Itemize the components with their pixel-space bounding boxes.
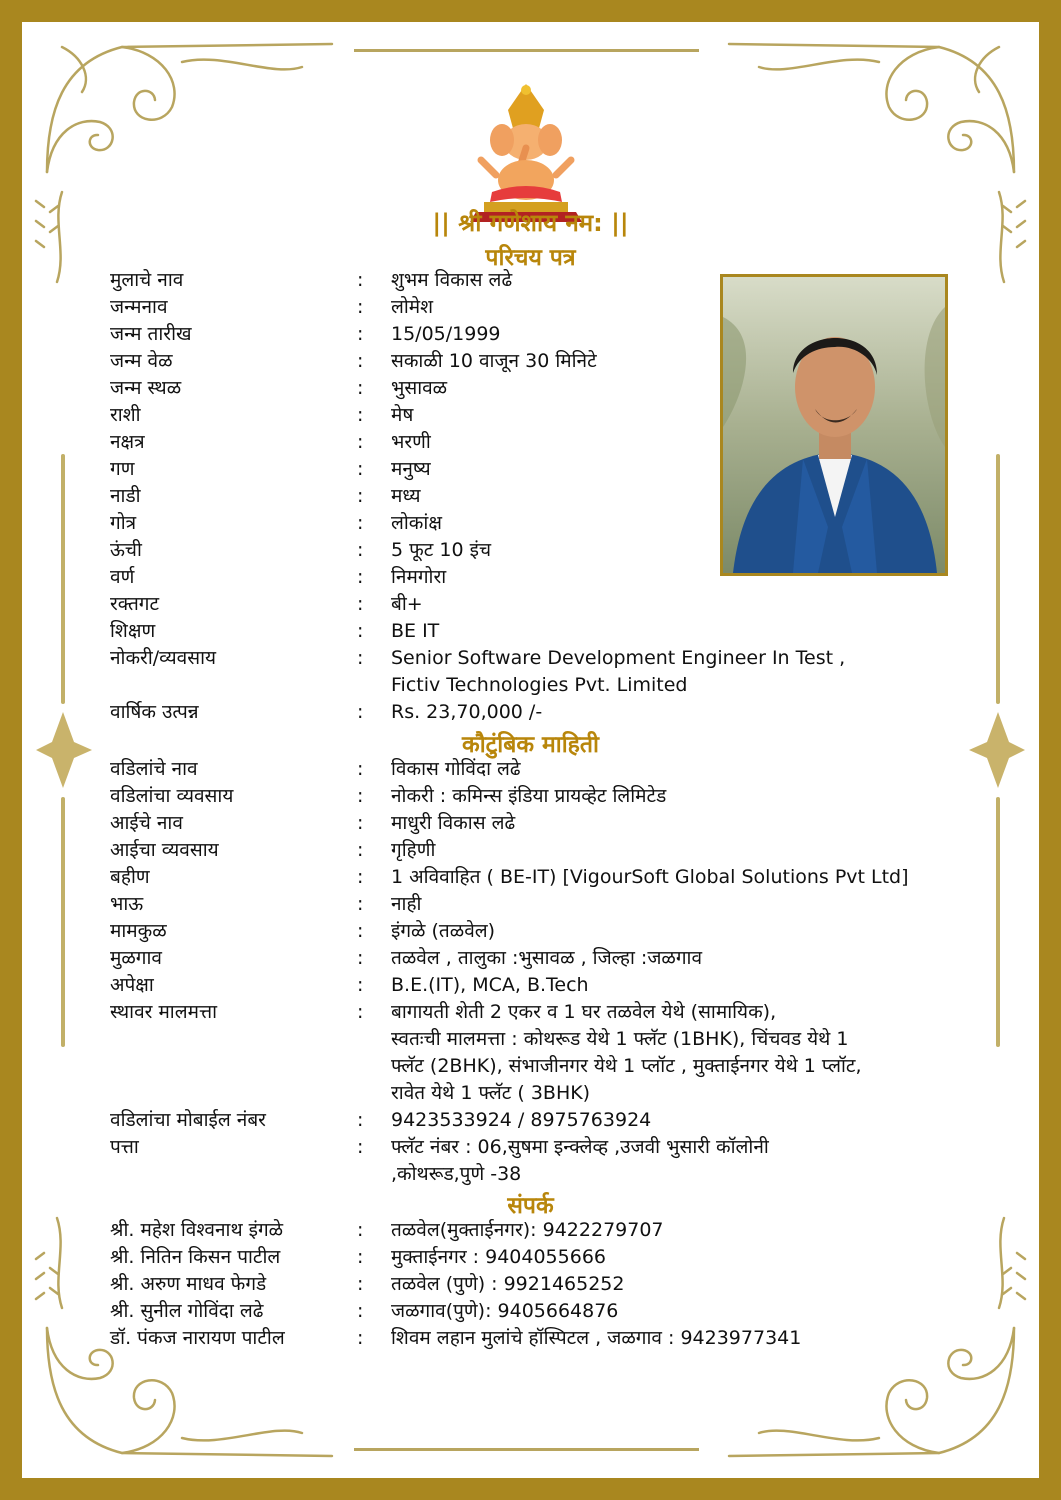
contact-phone: तळवेल(मुक्ताईनगर): 9422279707 <box>391 1219 664 1241</box>
detail-value: Rs. 23,70,000 /- <box>391 701 543 723</box>
bottom-divider-line <box>354 1448 699 1451</box>
detail-value: बी+ <box>391 593 423 615</box>
detail-label: आईचे नाव <box>110 812 183 834</box>
contact-name: श्री. सुनील गोविंदा लढे <box>110 1300 264 1322</box>
detail-colon: : <box>357 458 364 480</box>
detail-colon: : <box>357 350 364 372</box>
detail-label: जन्म तारीख <box>110 323 192 345</box>
detail-colon: : <box>357 812 364 834</box>
detail-value: BE IT <box>391 620 440 642</box>
detail-value: 15/05/1999 <box>391 323 501 345</box>
detail-label: जन्म स्थळ <box>110 377 182 399</box>
detail-label: शिक्षण <box>110 620 156 642</box>
detail-colon: : <box>357 1001 364 1023</box>
detail-colon: : <box>357 893 364 915</box>
detail-colon: : <box>357 269 364 291</box>
detail-value: Fictiv Technologies Pvt. Limited <box>391 674 688 696</box>
detail-value: माधुरी विकास लढे <box>391 812 516 834</box>
page-title: परिचय पत्र <box>485 245 576 271</box>
profile-photo-image <box>723 277 945 573</box>
detail-value: सकाळी 10 वाजून 30 मिनिटे <box>391 350 597 372</box>
detail-label: ऊंची <box>110 539 142 561</box>
detail-colon: : <box>357 1219 364 1241</box>
detail-value: गृहिणी <box>391 839 436 861</box>
detail-colon: : <box>357 1136 364 1158</box>
detail-label: पत्ता <box>110 1136 139 1158</box>
detail-label: मुलाचे नाव <box>110 269 184 291</box>
detail-value: स्वतःची मालमत्ता : कोथरूड येथे 1 फ्लॅट (1BHK), चिंचवड येथे 1 <box>391 1028 849 1050</box>
detail-value: लोकांक्ष <box>391 512 442 534</box>
detail-colon: : <box>357 1246 364 1268</box>
mantra-heading: || श्री गणेशाय नम: || <box>432 209 629 237</box>
detail-label: राशी <box>110 404 141 426</box>
detail-colon: : <box>357 1327 364 1349</box>
detail-value: शुभम विकास लढे <box>391 269 513 291</box>
detail-value: मध्य <box>391 485 421 507</box>
detail-colon: : <box>357 785 364 807</box>
detail-colon: : <box>357 593 364 615</box>
detail-colon: : <box>357 920 364 942</box>
detail-value: 5 फूट 10 इंच <box>391 539 492 561</box>
detail-colon: : <box>357 866 364 888</box>
detail-label: नोकरी/व्यवसाय <box>110 647 217 669</box>
detail-colon: : <box>357 296 364 318</box>
detail-label: आईचा व्यवसाय <box>110 839 219 861</box>
detail-colon: : <box>357 512 364 534</box>
detail-value: लोमेश <box>391 296 434 318</box>
detail-value: 9423533924 / 8975763924 <box>391 1109 652 1131</box>
detail-value: बागायती शेती 2 एकर व 1 घर तळवेल येथे (सामायिक), <box>391 1001 777 1023</box>
right-side-line-upper <box>996 454 1000 704</box>
contact-name: डॉ. पंकज नारायण पाटील <box>110 1327 285 1349</box>
detail-colon: : <box>357 539 364 561</box>
detail-colon: : <box>357 974 364 996</box>
top-divider-line <box>354 49 699 52</box>
detail-label: मामकुळ <box>110 920 167 942</box>
contact-phone: शिवम लहान मुलांचे हॉस्पिटल , जळगाव : 9423977341 <box>391 1327 802 1349</box>
contact-name: श्री. महेश विश्वनाथ इंगळे <box>110 1219 284 1241</box>
detail-label: वडिलांचा मोबाईल नंबर <box>110 1109 266 1131</box>
detail-label: जन्म वेळ <box>110 350 173 372</box>
contact-name: श्री. नितिन किसन पाटील <box>110 1246 281 1268</box>
left-side-line-upper <box>61 454 65 704</box>
detail-value: फ्लॅट (2BHK), संभाजीनगर येथे 1 प्लॉट , मुक्ताईनगर येथे 1 प्लॉट, <box>391 1055 862 1077</box>
biodata-page <box>22 22 1039 1478</box>
detail-value: तळवेल , तालुका :भुसावळ , जिल्हा :जळगाव <box>391 947 703 969</box>
detail-colon: : <box>357 839 364 861</box>
contact-phone: तळवेल (पुणे) : 9921465252 <box>391 1273 625 1295</box>
detail-label: अपेक्षा <box>110 974 154 996</box>
contact-section-heading: संपर्क <box>507 1193 554 1219</box>
family-section-heading: कौटुंबिक माहिती <box>462 732 599 758</box>
detail-value: रावेत येथे 1 फ्लॅट ( 3BHK) <box>391 1082 591 1104</box>
detail-colon: : <box>357 647 364 669</box>
detail-label: गोत्र <box>110 512 137 534</box>
detail-value: भुसावळ <box>391 377 448 399</box>
detail-value: इंगळे (तळवेल) <box>391 920 496 942</box>
detail-label: रक्तगट <box>110 593 160 615</box>
detail-label: गण <box>110 458 135 480</box>
detail-label: वडिलांचा व्यवसाय <box>110 785 234 807</box>
detail-value: 1 अविवाहित ( BE-IT) [VigourSoft Global Solutions Pvt Ltd] <box>391 866 909 888</box>
left-side-line-lower <box>61 797 65 1047</box>
detail-label: नाडी <box>110 485 141 507</box>
detail-colon: : <box>357 1109 364 1131</box>
detail-colon: : <box>357 404 364 426</box>
detail-colon: : <box>357 566 364 588</box>
detail-colon: : <box>357 485 364 507</box>
profile-photo <box>720 274 948 576</box>
detail-label: जन्मनाव <box>110 296 168 318</box>
detail-colon: : <box>357 377 364 399</box>
detail-colon: : <box>357 431 364 453</box>
detail-value: मनुष्य <box>391 458 431 480</box>
detail-colon: : <box>357 758 364 780</box>
right-side-line-lower <box>996 797 1000 1047</box>
detail-colon: : <box>357 323 364 345</box>
detail-label: बहीण <box>110 866 150 888</box>
detail-colon: : <box>357 947 364 969</box>
detail-colon: : <box>357 701 364 723</box>
detail-value: नोकरी : कमिन्स इंडिया प्रायव्हेट लिमिटेड <box>391 785 667 807</box>
detail-value: B.E.(IT), MCA, B.Tech <box>391 974 589 996</box>
detail-label: नक्षत्र <box>110 431 145 453</box>
detail-value: Senior Software Development Engineer In Test , <box>391 647 846 669</box>
detail-value: विकास गोविंदा लढे <box>391 758 521 780</box>
detail-value: निमगोरा <box>391 566 447 588</box>
detail-value: फ्लॅट नंबर : 06,सुषमा इन्क्लेव्ह ,उजवी भुसारी कॉलोनी <box>391 1136 769 1158</box>
detail-value: भरणी <box>391 431 431 453</box>
detail-colon: : <box>357 1273 364 1295</box>
contact-phone: जळगाव(पुणे): 9405664876 <box>391 1300 619 1322</box>
detail-value: नाही <box>391 893 422 915</box>
detail-value: ,कोथरूड,पुणे -38 <box>391 1163 522 1185</box>
detail-label: वार्षिक उत्पन्न <box>110 701 199 723</box>
detail-label: वडिलांचे नाव <box>110 758 198 780</box>
detail-colon: : <box>357 1300 364 1322</box>
detail-colon: : <box>357 620 364 642</box>
contact-name: श्री. अरुण माधव फेगडे <box>110 1273 267 1295</box>
detail-label: स्थावर मालमत्ता <box>110 1001 218 1023</box>
detail-label: भाऊ <box>110 893 144 915</box>
detail-label: वर्ण <box>110 566 135 588</box>
detail-value: मेष <box>391 404 414 426</box>
contact-phone: मुक्ताईनगर : 9404055666 <box>391 1246 607 1268</box>
detail-label: मुळगाव <box>110 947 162 969</box>
